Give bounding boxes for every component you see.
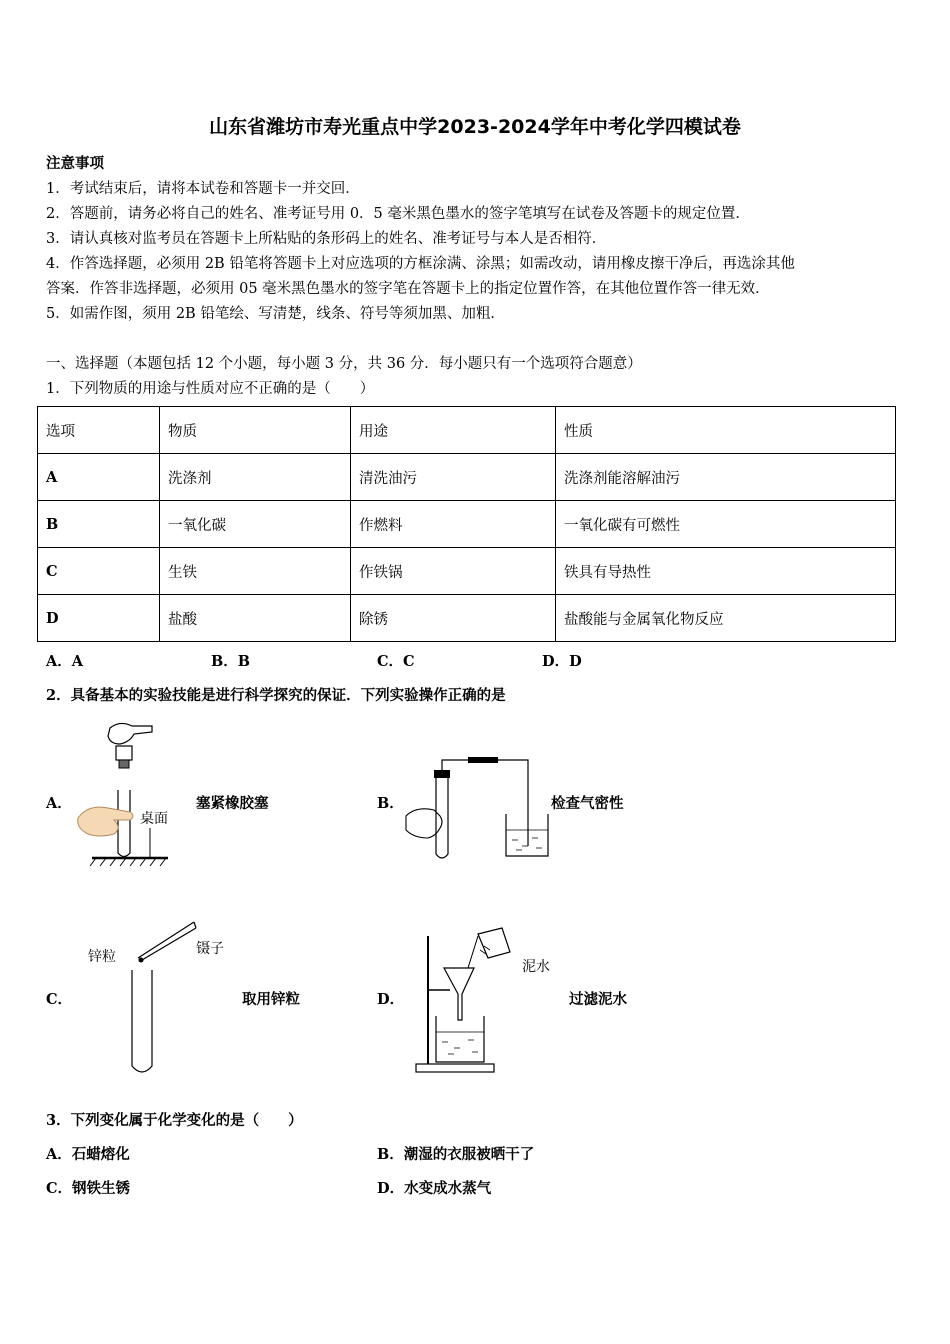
q3-option-d[interactable]: D．水变成水蒸气 [377, 1180, 492, 1197]
table-cell: 盐酸 [160, 595, 351, 642]
q2-option-a[interactable]: A． [46, 795, 72, 812]
table-row [38, 501, 896, 548]
q2-caption-d: 过滤泥水 [569, 991, 627, 1008]
table-cell: A [38, 454, 160, 501]
table-header-row [38, 407, 896, 454]
q1-option-c[interactable]: C．C [377, 653, 415, 670]
table-row [38, 595, 896, 642]
figure-label-tweezers: 镊子 [196, 941, 224, 957]
table-cell: C [38, 548, 160, 595]
q2-option-c[interactable]: C． [46, 991, 73, 1008]
table-cell: B [38, 501, 160, 548]
table-header-cell: 性质 [556, 407, 896, 454]
q3-option-b[interactable]: B．潮湿的衣服被晒干了 [377, 1146, 535, 1163]
table-header-cell: 选项 [38, 407, 160, 454]
q2-caption-c: 取用锌粒 [242, 991, 300, 1008]
table-cell: 除锈 [351, 595, 556, 642]
section-heading: 一、选择题（本题包括 12 个小题，每小题 3 分，共 36 分．每小题只有一个选项符合题意） [46, 356, 642, 372]
q3-option-c[interactable]: C．钢铁生锈 [46, 1180, 131, 1197]
notice-item: 答案．作答非选择题，必须用 05 毫米黑色墨水的签字笔在答题卡上的指定位置作答，在其他位置作答一律无效． [46, 281, 770, 297]
table-cell: 作铁锅 [351, 548, 556, 595]
q2-option-d[interactable]: D． [377, 991, 405, 1008]
table-cell: 洗涤剂 [160, 454, 351, 501]
table-header-cell: 物质 [160, 407, 351, 454]
notice-heading: 注意事项 [46, 155, 104, 172]
figure-label-muddy-water: 泥水 [522, 959, 550, 975]
question-2-stem: 2．具备基本的实验技能是进行科学探究的保证．下列实验操作正确的是 [46, 687, 506, 704]
question-1-stem: 1．下列物质的用途与性质对应不正确的是（ ） [46, 381, 375, 397]
q2-option-b[interactable]: B． [377, 795, 404, 812]
table-cell: 一氧化碳有可燃性 [556, 501, 896, 548]
table-cell: 清洗油污 [351, 454, 556, 501]
table-cell: 作燃料 [351, 501, 556, 548]
table-cell: 盐酸能与金属氧化物反应 [556, 595, 896, 642]
q1-option-a[interactable]: A．A [46, 653, 84, 670]
table-cell: 洗涤剂能溶解油污 [556, 454, 896, 501]
q1-option-b[interactable]: B．B [211, 653, 251, 670]
table-row [38, 548, 896, 595]
question-1-table [37, 406, 896, 642]
stopper-insertion-figure [72, 718, 182, 868]
airtightness-check-figure [404, 756, 554, 866]
filtration-figure [414, 924, 554, 1076]
notice-item: 1．考试结束后，请将本试卷和答题卡一并交回． [46, 181, 360, 197]
notice-item: 2．答题前，请务必将自己的姓名、准考证号用 0．5 毫米黑色墨水的签字笔填写在试卷及答题卡的规定位置． [46, 206, 750, 222]
q3-option-a[interactable]: A．石蜡熔化 [46, 1146, 130, 1163]
notice-item: 4．作答选择题，必须用 2B 铅笔将答题卡上对应选项的方框涂满、涂黑；如需改动，请用橡皮擦干净后，再选涂其他 [46, 256, 795, 272]
q2-caption-b: 检查气密性 [551, 795, 624, 812]
figure-label-table: 桌面 [140, 811, 168, 827]
notice-item: 5．如需作图，须用 2B 铅笔绘、写清楚，线条、符号等须加黑、加粗． [46, 306, 505, 322]
q1-option-d[interactable]: D．D [542, 653, 582, 670]
notice-item: 3．请认真核对监考员在答题卡上所粘贴的条形码上的姓名、准考证号与本人是否相符． [46, 231, 607, 247]
table-cell: 生铁 [160, 548, 351, 595]
table-cell: D [38, 595, 160, 642]
table-header-cell: 用途 [351, 407, 556, 454]
figure-label-zinc: 锌粒 [88, 949, 116, 965]
question-3-stem: 3．下列变化属于化学变化的是（ ） [46, 1112, 303, 1129]
table-cell: 铁具有导热性 [556, 548, 896, 595]
table-row [38, 454, 896, 501]
q2-caption-a: 塞紧橡胶塞 [196, 795, 269, 812]
table-cell: 一氧化碳 [160, 501, 351, 548]
page-title: 山东省潍坊市寿光重点中学2023-2024学年中考化学四模试卷 [209, 116, 741, 138]
